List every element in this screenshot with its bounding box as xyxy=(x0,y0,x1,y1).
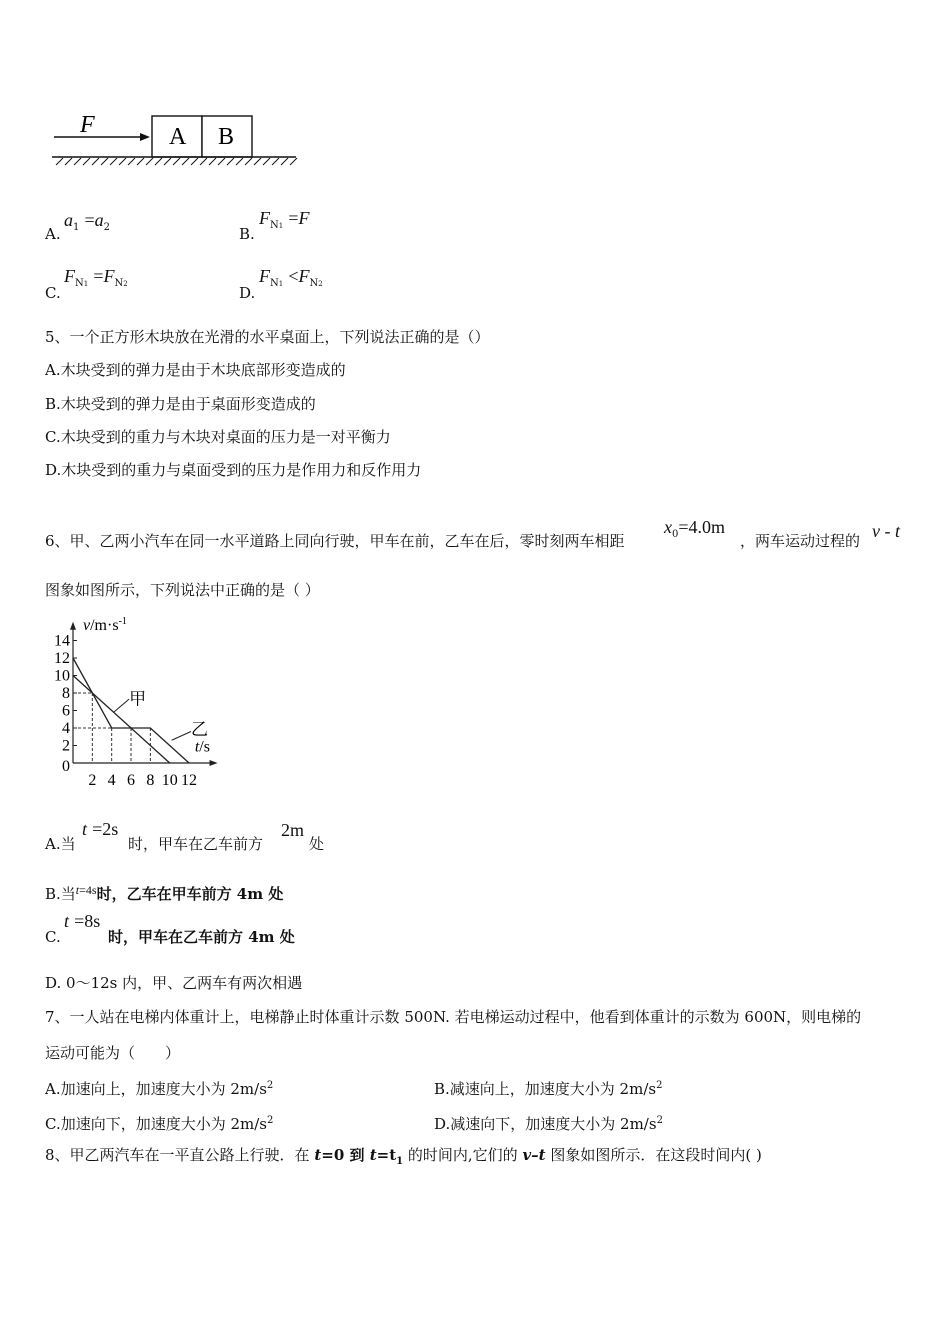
q7-line1: 7、一人站在电梯内体重计上，电梯静止时体重计示数 500N. 若电梯运动过程中，他看到体重计的示数为 600N，则电梯的 xyxy=(45,1008,862,1026)
y-tick-label: 8 xyxy=(62,685,70,702)
q4-option-c-math: $F_{N1} =F_{N2}$ xyxy=(64,266,128,289)
hatch-mark xyxy=(92,158,99,165)
q6-option-a-suffix: 处 xyxy=(309,835,325,853)
hatch-mark xyxy=(245,158,252,165)
y-tick-label: 12 xyxy=(54,650,70,667)
force-arrowhead xyxy=(140,133,150,141)
q8-stem: 8、甲乙两汽车在一平直公路上行驶．在 t=0 到 $t=t_1$ 的时间内,它们的 v–t 图象如图所示．在这段时间内( ) xyxy=(45,1146,762,1167)
y-axis-arrow xyxy=(70,622,76,630)
hatch-mark xyxy=(101,158,108,165)
hatch-mark xyxy=(110,158,117,165)
q5-option-c: C.木块受到的重力与木块对桌面的压力是一对平衡力 xyxy=(45,428,391,446)
hatch-mark xyxy=(272,158,279,165)
x-axis-arrow xyxy=(210,760,218,766)
q6-x0: $x_0=4.0m$ xyxy=(664,517,726,540)
series-leader-yi xyxy=(172,732,191,741)
q6-option-c: C. xyxy=(45,928,61,946)
q6-option-c-rest: 时，甲车在乙车前方 4m 处 xyxy=(108,928,295,946)
ground-hatch xyxy=(56,158,297,165)
q6-option-a: A.当 xyxy=(45,835,76,853)
blocks-figure xyxy=(48,108,300,172)
q6-option-d: D. 0～12s 内，甲、乙两车有两次相遇 xyxy=(45,974,303,992)
hatch-mark xyxy=(65,158,72,165)
q4-option-c: C. xyxy=(45,284,61,302)
q4-option-a: A. xyxy=(45,225,61,243)
hatch-mark xyxy=(281,158,288,165)
series-line-yi xyxy=(73,658,189,763)
hatch-mark xyxy=(290,158,297,165)
x-tick-label: 12 xyxy=(181,772,198,789)
q6-stem-part1: 6、甲、乙两小汽车在同一水平道路上同向行驶，甲车在前，乙车在后，零时刻两车相距 xyxy=(45,532,625,550)
hatch-mark xyxy=(56,158,63,165)
q6-vt-label: v - t xyxy=(872,521,900,541)
y-axis-label: $v/m\cdot s^{-1}$ xyxy=(83,615,127,634)
vt-chart xyxy=(40,606,240,796)
q7-line2: 运动可能为（ ） xyxy=(45,1044,181,1062)
q5-option-d: D.木块受到的重力与桌面受到的压力是作用力和反作用力 xyxy=(45,461,422,479)
x-axis-label: t/s xyxy=(194,738,210,756)
q7-option-d: D.减速向下，加速度大小为 $2m/s^2$ xyxy=(434,1115,663,1133)
x-tick-label: 6 xyxy=(127,772,136,789)
hatch-mark xyxy=(146,158,153,165)
q4-option-b-math: $F_{N1} =F$ xyxy=(259,208,310,231)
hatch-mark xyxy=(218,158,225,165)
hatch-mark xyxy=(236,158,243,165)
series-label-jia: 甲 xyxy=(129,689,147,709)
hatch-mark xyxy=(200,158,207,165)
x-tick-label: 8 xyxy=(146,772,155,789)
y-tick-label: 6 xyxy=(62,702,70,720)
hatch-mark xyxy=(164,158,171,165)
q6-stem-part2: ，两车运动过程的 xyxy=(740,532,861,550)
hatch-mark xyxy=(128,158,135,165)
hatch-mark xyxy=(182,158,189,165)
hatch-mark xyxy=(74,158,81,165)
force-label: F xyxy=(80,112,95,138)
hatch-mark xyxy=(173,158,180,165)
hatch-mark xyxy=(209,158,216,165)
x-tick-label: 4 xyxy=(107,772,116,789)
q4-option-b: B. xyxy=(239,225,255,243)
q6-option-a-math: t =2s xyxy=(82,819,119,839)
origin-label: 0 xyxy=(62,758,70,775)
q6-option-a-dist: 2m xyxy=(281,820,305,840)
y-tick-label: 4 xyxy=(62,720,70,737)
block-a-label: A xyxy=(169,124,187,150)
q7-option-b: B.减速向上，加速度大小为 $2m/s^2$ xyxy=(434,1080,663,1098)
q4-option-d-math: $F_{N1} <F_{N2}$ xyxy=(259,266,323,289)
series-leader-jia xyxy=(114,699,129,712)
q6-option-c-math: t =8s xyxy=(64,911,101,931)
y-tick-label: 10 xyxy=(54,667,70,685)
hatch-mark xyxy=(227,158,234,165)
hatch-mark xyxy=(155,158,162,165)
q6-option-b: B.当$^{t=4s}$时，乙车在甲车前方 4m 处 xyxy=(45,883,284,903)
hatch-mark xyxy=(83,158,90,165)
x-tick-label: 2 xyxy=(88,772,97,789)
series-line-jia xyxy=(73,676,170,764)
q5-option-b: B.木块受到的弹力是由于桌面形变造成的 xyxy=(45,395,316,413)
hatch-mark xyxy=(137,158,144,165)
q5-stem: 5、一个正方形木块放在光滑的水平桌面上，下列说法正确的是（） xyxy=(45,328,490,346)
q7-option-c: C.加速向下，加速度大小为 $2m/s^2$ xyxy=(45,1115,274,1133)
hatch-mark xyxy=(254,158,261,165)
series-label-yi: 乙 xyxy=(190,720,208,739)
q4-option-d: D. xyxy=(239,284,256,302)
q4-option-a-math: $a_1 =a_2$ xyxy=(64,210,110,233)
block-b-label: B xyxy=(218,124,235,150)
hatch-mark xyxy=(119,158,126,165)
q6-stem-line2: 图象如图所示，下列说法中正确的是（ ） xyxy=(45,581,320,599)
q5-option-a: A.木块受到的弹力是由于木块底部形变造成的 xyxy=(45,361,346,379)
q6-option-a-mid: 时，甲车在乙车前方 xyxy=(128,835,264,853)
hatch-mark xyxy=(191,158,198,165)
x-tick-label: 10 xyxy=(161,772,178,789)
q7-option-a: A.加速向上，加速度大小为 $2m/s^2$ xyxy=(45,1080,274,1098)
hatch-mark xyxy=(263,158,270,165)
y-tick-label: 2 xyxy=(62,737,70,755)
y-tick-label: 14 xyxy=(54,632,70,650)
